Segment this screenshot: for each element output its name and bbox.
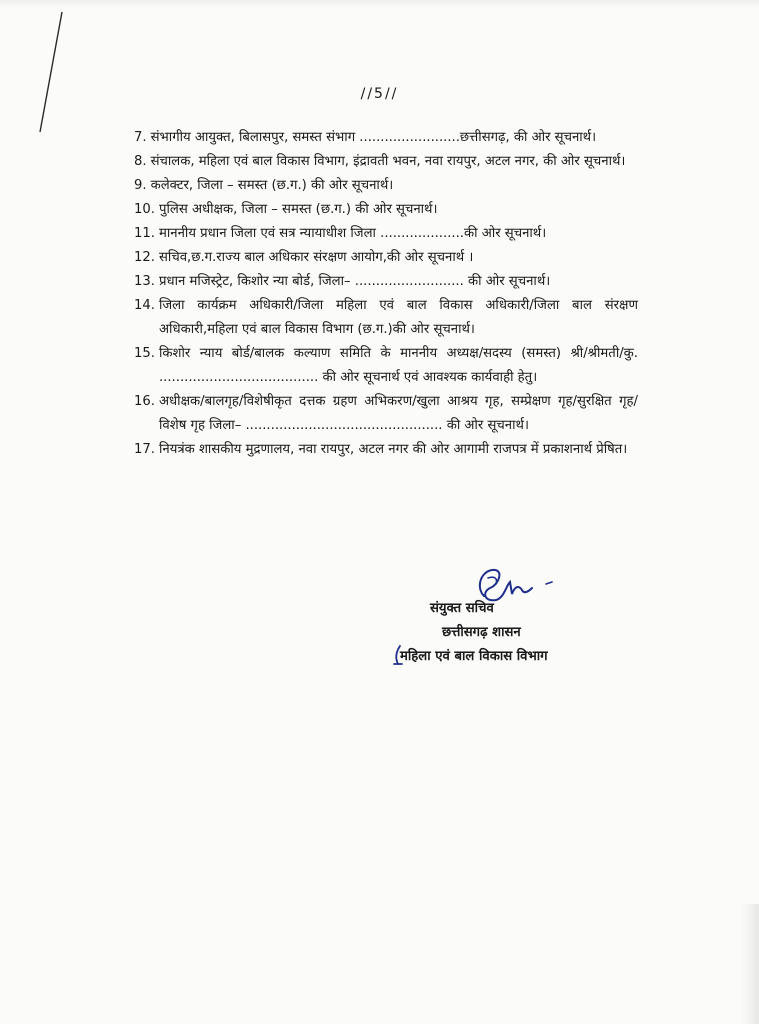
item-text: संचालक, महिला एवं बाल विकास विभाग, इंद्रावती भवन, नवा रायपुर, अटल नगर, की ओर सूचनार्थ।	[150, 154, 626, 169]
government-name: छत्तीसगढ़ शासन	[442, 625, 521, 640]
item-text: पुलिस अधीक्षक, जिला – समस्त (छ.ग.) की ओर सूचनार्थ।	[158, 202, 438, 217]
item-text: किशोर न्याय बोर्ड/बालक कल्याण समिति के माननीय अध्यक्ष/सदस्य (समस्त) श्री/श्रीमती/कु. ...................................... की ओर सूचनार्थ एवं आवश्यक कार्यवाही हेतु।	[158, 346, 638, 385]
list-item	[134, 270, 638, 294]
item-text: नियत्रंक शासकीय मुद्रणालय, नवा रायपुर, अटल नगर की ओर आगामी राजपत्र में प्रकाशनार्थ प्रेषित।	[158, 442, 628, 457]
signature-block	[390, 572, 610, 682]
item-number: 12.	[134, 250, 155, 265]
item-number: 10.	[134, 202, 155, 217]
page-number: //5//	[360, 86, 399, 102]
scan-shadow-edge	[741, 904, 759, 1024]
item-number: 9.	[134, 178, 147, 193]
item-number: 13.	[134, 274, 155, 289]
item-text: कलेक्टर, जिला – समस्त (छ.ग.) की ओर सूचनार्थ।	[150, 178, 394, 193]
item-number: 15.	[134, 346, 155, 361]
list-item	[134, 390, 638, 438]
list-item	[134, 438, 638, 462]
list-item	[134, 198, 638, 222]
list-item	[134, 342, 638, 390]
list-item	[134, 174, 638, 198]
item-number: 17.	[134, 442, 155, 457]
list-item	[134, 222, 638, 246]
item-text: सचिव,छ.ग.राज्य बाल अधिकार संरक्षण आयोग,की ओर सूचनार्थ ।	[158, 250, 474, 265]
list-item	[134, 126, 638, 150]
item-number: 7.	[134, 130, 147, 145]
list-item	[134, 246, 638, 270]
item-number: 8.	[134, 154, 147, 169]
item-number: 14.	[134, 298, 155, 313]
signatory-title: संयुक्त सचिव	[430, 601, 494, 616]
item-text: जिला कार्यक्रम अधिकारी/जिला महिला एवं बाल विकास अधिकारी/जिला बाल संरक्षण अधिकारी,महिला एवं बाल विकास विभाग (छ.ग.)की ओर सूचनार्थ।	[158, 298, 638, 337]
item-text: प्रधान मजिस्ट्रेट, किशोर न्या बोर्ड, जिला– .......................... की ओर सूचनार्थ।	[158, 274, 551, 289]
item-text: संभागीय आयुक्त, बिलासपुर, समस्त संभाग ........................छत्तीसगढ़, की ओर सूचनार्थ।	[150, 130, 597, 145]
item-number: 16.	[134, 394, 155, 409]
item-text: माननीय प्रधान जिला एवं सत्र न्यायाधीश जिला ....................की ओर सूचनार्थ।	[158, 226, 547, 241]
item-text: अधीक्षक/बालगृह/विशेषीकृत दत्तक ग्रहण अभिकरण/खुला आश्रय गृह, सम्प्रेक्षण गृह/सुरक्षित गृह/विशेष गृह जिला– ............................................... की ओर सूचनार्थ।	[158, 394, 638, 433]
list-item	[134, 150, 638, 174]
distribution-list	[134, 126, 638, 462]
department-name: महिला एवं बाल विकास विभाग	[400, 649, 548, 664]
item-number: 11.	[134, 226, 155, 241]
list-item	[134, 294, 638, 342]
